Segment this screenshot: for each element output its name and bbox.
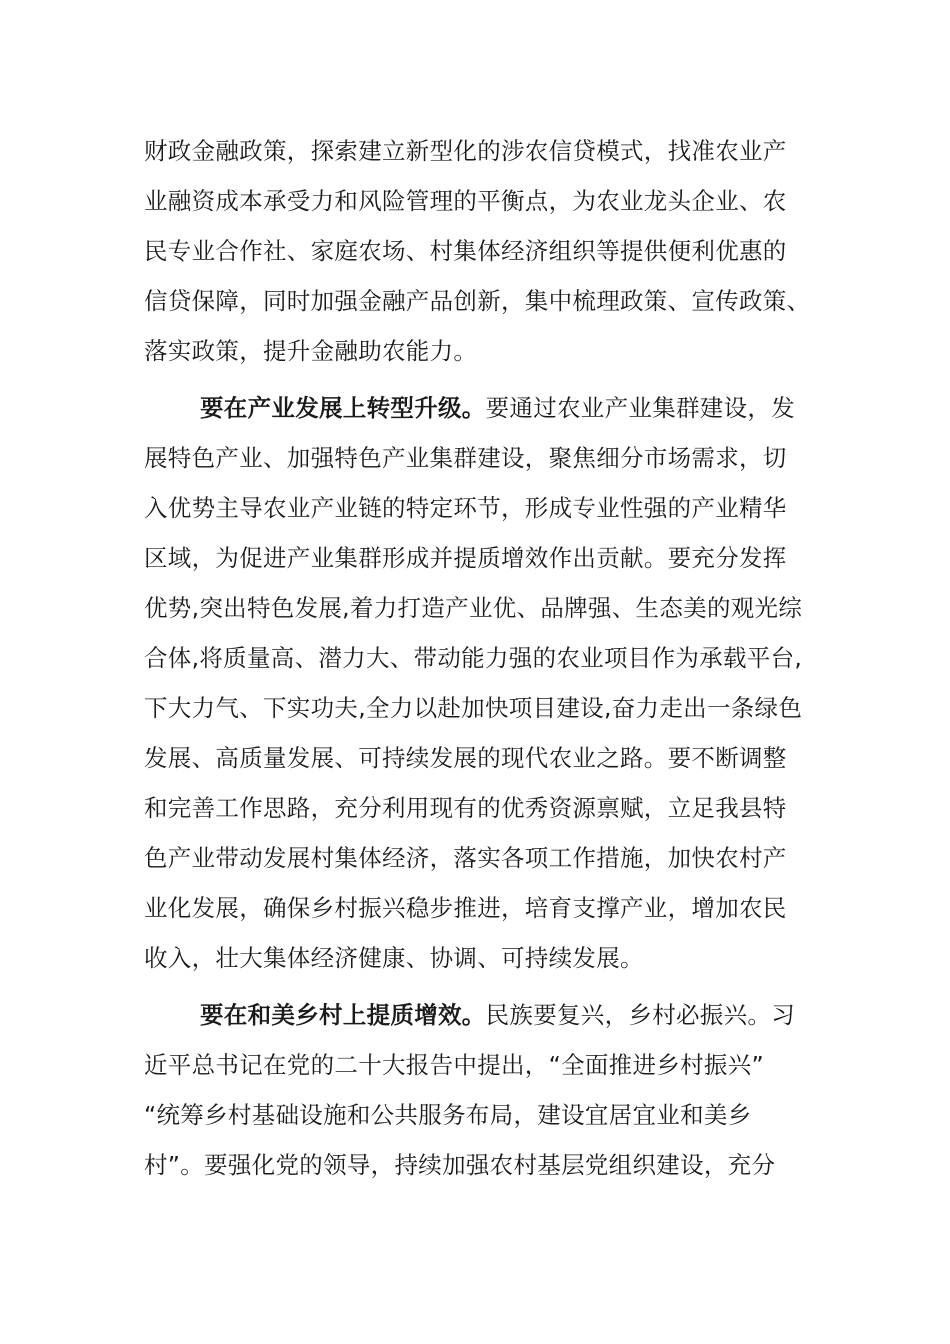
paragraph-2-line-4: 区域，为促进产业集群形成并提质增效作出贡献。要充分发挥 (144, 544, 787, 572)
paragraph-2-line-11: 业化发展，确保乡村振兴稳步推进，培育支撑产业，增加农民 (144, 894, 787, 922)
paragraph-2-line-5: 优势,突出特色发展,着力打造产业优、品牌强、生态美的观光综 (144, 594, 803, 622)
paragraph-3-heading: 要在和美乡村上提质增效。 (200, 1001, 486, 1029)
paragraph-2-heading: 要在产业发展上转型升级。 (200, 394, 486, 422)
paragraph-2-line-7: 下大力气、下实功夫,全力以赴加快项目建设,奋力走出一条绿色 (144, 694, 803, 722)
paragraph-1-line-2: 业融资成本承受力和风险管理的平衡点，为农业龙头企业、农 (144, 187, 787, 215)
paragraph-2-line-2: 展特色产业、加强特色产业集群建设，聚焦细分市场需求，切 (144, 444, 787, 472)
paragraph-2-line-8: 发展、高质量发展、可持续发展的现代农业之路。要不断调整 (144, 744, 787, 772)
paragraph-3-line-4: 村”。要强化党的领导，持续加强农村基层党组织建设，充分 (144, 1151, 776, 1179)
paragraph-1-line-4: 信贷保障，同时加强金融产品创新，集中梳理政策、宣传政策、 (144, 287, 811, 315)
paragraph-2-line-9: 和完善工作思路，充分利用现有的优秀资源禀赋，立足我县特 (144, 794, 787, 822)
paragraph-2-line-10: 色产业带动发展村集体经济，落实各项工作措施，加快农村产 (144, 844, 787, 872)
paragraph-3-line-2: 近平总书记在党的二十大报告中提出，“全面推进乡村振兴” (144, 1051, 764, 1079)
paragraph-2-line-1 (200, 383, 795, 433)
paragraph-3-line-1 (200, 990, 795, 1040)
paragraph-2-line-12: 收入，壮大集体经济健康、协调、可持续发展。 (144, 944, 644, 972)
paragraph-1-line-5: 落实政策，提升金融助农能力。 (144, 337, 478, 365)
paragraph-1-line-1: 财政金融政策，探索建立新型化的涉农信贷模式，找准农业产 (144, 137, 787, 165)
paragraph-3-line-3: “统筹乡村基础设施和公共服务布局，建设宜居宜业和美乡 (144, 1101, 752, 1129)
paragraph-2-line-3: 入优势主导农业产业链的特定环节，形成专业性强的产业精华 (144, 494, 787, 522)
paragraph-1-line-3: 民专业合作社、家庭农场、村集体经济组织等提供便利优惠的 (144, 237, 787, 265)
paragraph-2-line-1-text: 要通过农业产业集群建设，发 (485, 394, 796, 422)
paragraph-2-line-6: 合体,将质量高、潜力大、带动能力强的农业项目作为承载平台, (144, 644, 803, 672)
paragraph-3-line-1-text: 民族要复兴，乡村必振兴。习 (485, 1001, 796, 1029)
